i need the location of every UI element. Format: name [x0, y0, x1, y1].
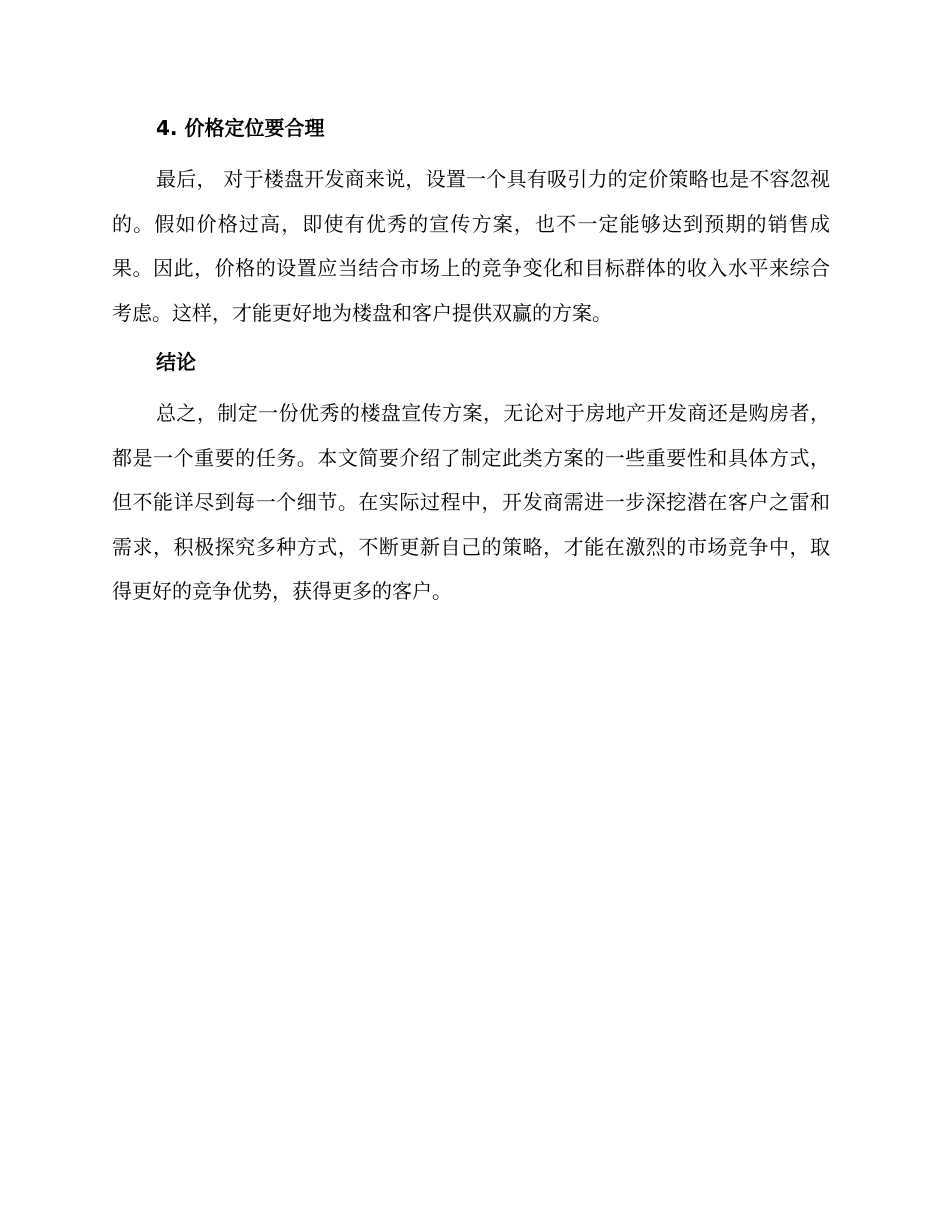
spacer [112, 144, 830, 157]
paragraph-conclusion: 总之，制定一份优秀的楼盘宣传方案，无论对于房地产开发商还是购房者，都是一个重要的任务。本文简要介绍了制定此类方案的一些重要性和具体方式，但不能详尽到每一个细节。在实际过程中，开发商需进一步深挖潜在客户之雷和需求，积极探究多种方式，不断更新自己的策略，才能在激烈的市场竞争中，取得更好的竞争优势，获得更多的客户。 [112, 401, 830, 603]
spacer [112, 378, 830, 391]
document-body [112, 112, 830, 614]
section-heading-conclusion: 结论 [156, 350, 196, 374]
section-heading-price-positioning: 4. 价格定位要合理 [156, 116, 325, 140]
paragraph-price-positioning: 最后， 对于楼盘开发商来说，设置一个具有吸引力的定价策略也是不容忽视的。假如价格过高，即使有优秀的宣传方案，也不一定能够达到预期的销售成果。因此，价格的设置应当结合市场上的竞争变化和目标群体的收入水平来综合考虑。这样，才能更好地为楼盘和客户提供双赢的方案。 [112, 167, 830, 325]
spacer [112, 335, 830, 346]
